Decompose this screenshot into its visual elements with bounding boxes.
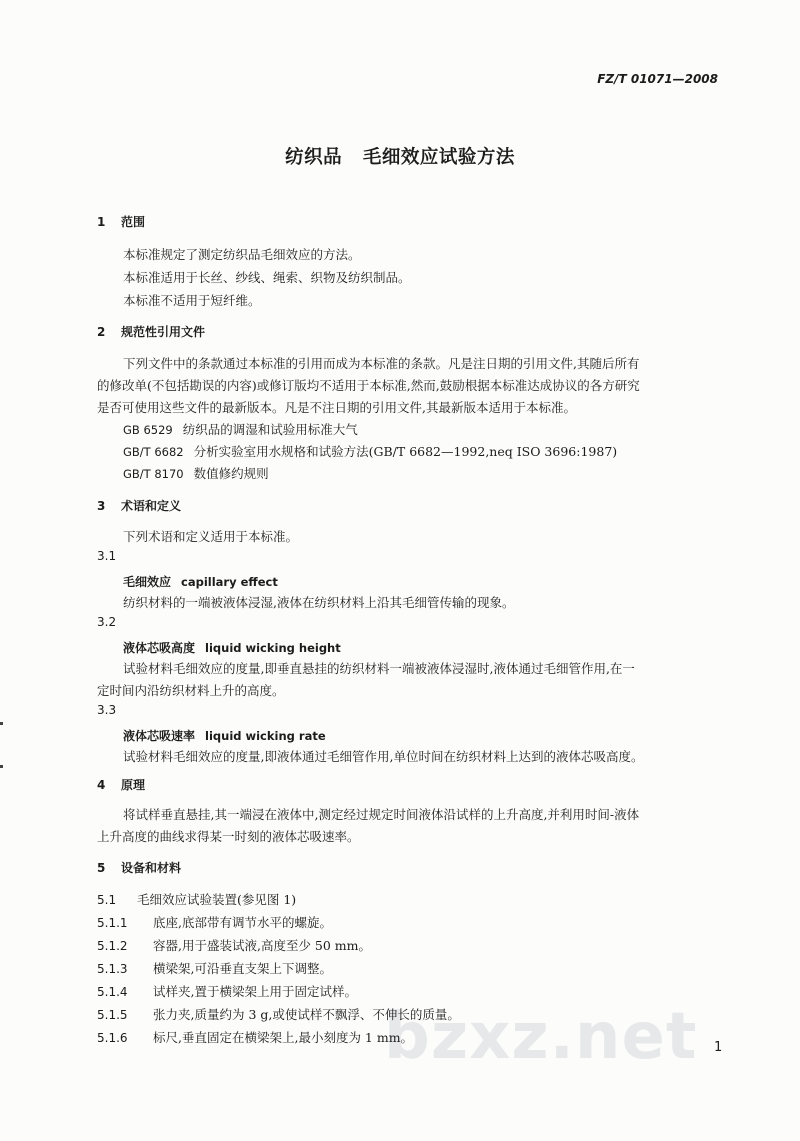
term-definition: 纺织材料的一端被液体浸湿,液体在纺织材料上沿其毛细管传输的现象。 bbox=[123, 595, 515, 610]
equipment-item: 5.1.1 底座,底部带有调节水平的螺旋。 bbox=[97, 915, 332, 930]
equipment-item: 5.1.3 横梁架,可沿垂直支架上下调整。 bbox=[97, 961, 332, 976]
document-title: 纺织品 毛细效应试验方法 bbox=[285, 147, 515, 168]
reference-entry: GB 6529 纺织品的调湿和试验用标准大气 bbox=[123, 422, 358, 437]
section-2-heading: 2 规范性引用文件 bbox=[97, 325, 206, 339]
term-definition: 定时间内沿纺织材料上升的高度。 bbox=[97, 683, 285, 698]
term-title: 毛细效应 capillary effect bbox=[123, 575, 278, 589]
section-1-line: 本标准适用于长丝、纱线、绳索、织物及纺织制品。 bbox=[123, 270, 411, 285]
page-number: 1 bbox=[714, 1040, 723, 1055]
section-1-line: 本标准规定了测定纺织品毛细效应的方法。 bbox=[123, 247, 361, 262]
scan-mark bbox=[0, 765, 3, 768]
term-definition: 试验材料毛细效应的度量,即液体通过毛细管作用,单位时间在纺织材料上达到的液体芯吸高度。 bbox=[123, 749, 644, 764]
section-2-para-line: 是否可使用这些文件的最新版本。凡是不注日期的引用文件,其最新版本适用于本标准。 bbox=[97, 400, 576, 415]
term-number: 3.1 bbox=[97, 549, 117, 563]
scan-mark bbox=[0, 722, 3, 725]
section-2-para-line: 的修改单(不包括勘误的内容)或修订版均不适用于本标准,然而,鼓励根据本标准达成协议的各方研究 bbox=[97, 378, 640, 393]
reference-entry: GB/T 8170 数值修约规则 bbox=[123, 466, 269, 481]
reference-entry: GB/T 6682 分析实验室用水规格和试验方法(GB/T 6682—1992,neq ISO 3696:1987) bbox=[123, 444, 618, 459]
term-title: 液体芯吸高度 liquid wicking height bbox=[123, 641, 341, 655]
equipment-item: 5.1.5 张力夹,质量约为 3 g,或使试样不飘浮、不伸长的质量。 bbox=[97, 1007, 460, 1022]
equipment-item: 5.1.6 标尺,垂直固定在横梁架上,最小刻度为 1 mm。 bbox=[97, 1030, 414, 1045]
equipment-item: 5.1.4 试样夹,置于横梁架上用于固定试样。 bbox=[97, 984, 357, 999]
equipment-item: 5.1.2 容器,用于盛装试液,高度至少 50 mm。 bbox=[97, 938, 372, 953]
term-number: 3.3 bbox=[97, 703, 117, 717]
section-2-para-line: 下列文件中的条款通过本标准的引用而成为本标准的条款。凡是注日期的引用文件,其随后所有 bbox=[123, 356, 640, 371]
term-title: 液体芯吸速率 liquid wicking rate bbox=[123, 729, 326, 743]
section-4-line: 上升高度的曲线求得某一时刻的液体芯吸速率。 bbox=[97, 829, 360, 844]
section-1-heading: 1 范围 bbox=[97, 215, 146, 229]
section-5-heading: 5 设备和材料 bbox=[97, 861, 182, 875]
standard-number: FZ/T 01071—2008 bbox=[597, 72, 718, 86]
equipment-item: 5.1 毛细效应试验装置(参见图 1) bbox=[97, 892, 297, 907]
watermark: bzxz.net bbox=[384, 1000, 698, 1074]
section-3-intro: 下列术语和定义适用于本标准。 bbox=[123, 529, 299, 544]
section-4-heading: 4 原理 bbox=[97, 778, 146, 792]
section-4-line: 将试样垂直悬挂,其一端浸在液体中,测定经过规定时间液体沿试样的上升高度,并利用时间-液体 bbox=[123, 807, 640, 822]
term-definition: 试验材料毛细效应的度量,即垂直悬挂的纺织材料一端被液体浸湿时,液体通过毛细管作用,在一 bbox=[123, 661, 635, 676]
section-3-heading: 3 术语和定义 bbox=[97, 499, 182, 513]
term-number: 3.2 bbox=[97, 615, 117, 629]
section-1-line: 本标准不适用于短纤维。 bbox=[123, 293, 261, 308]
